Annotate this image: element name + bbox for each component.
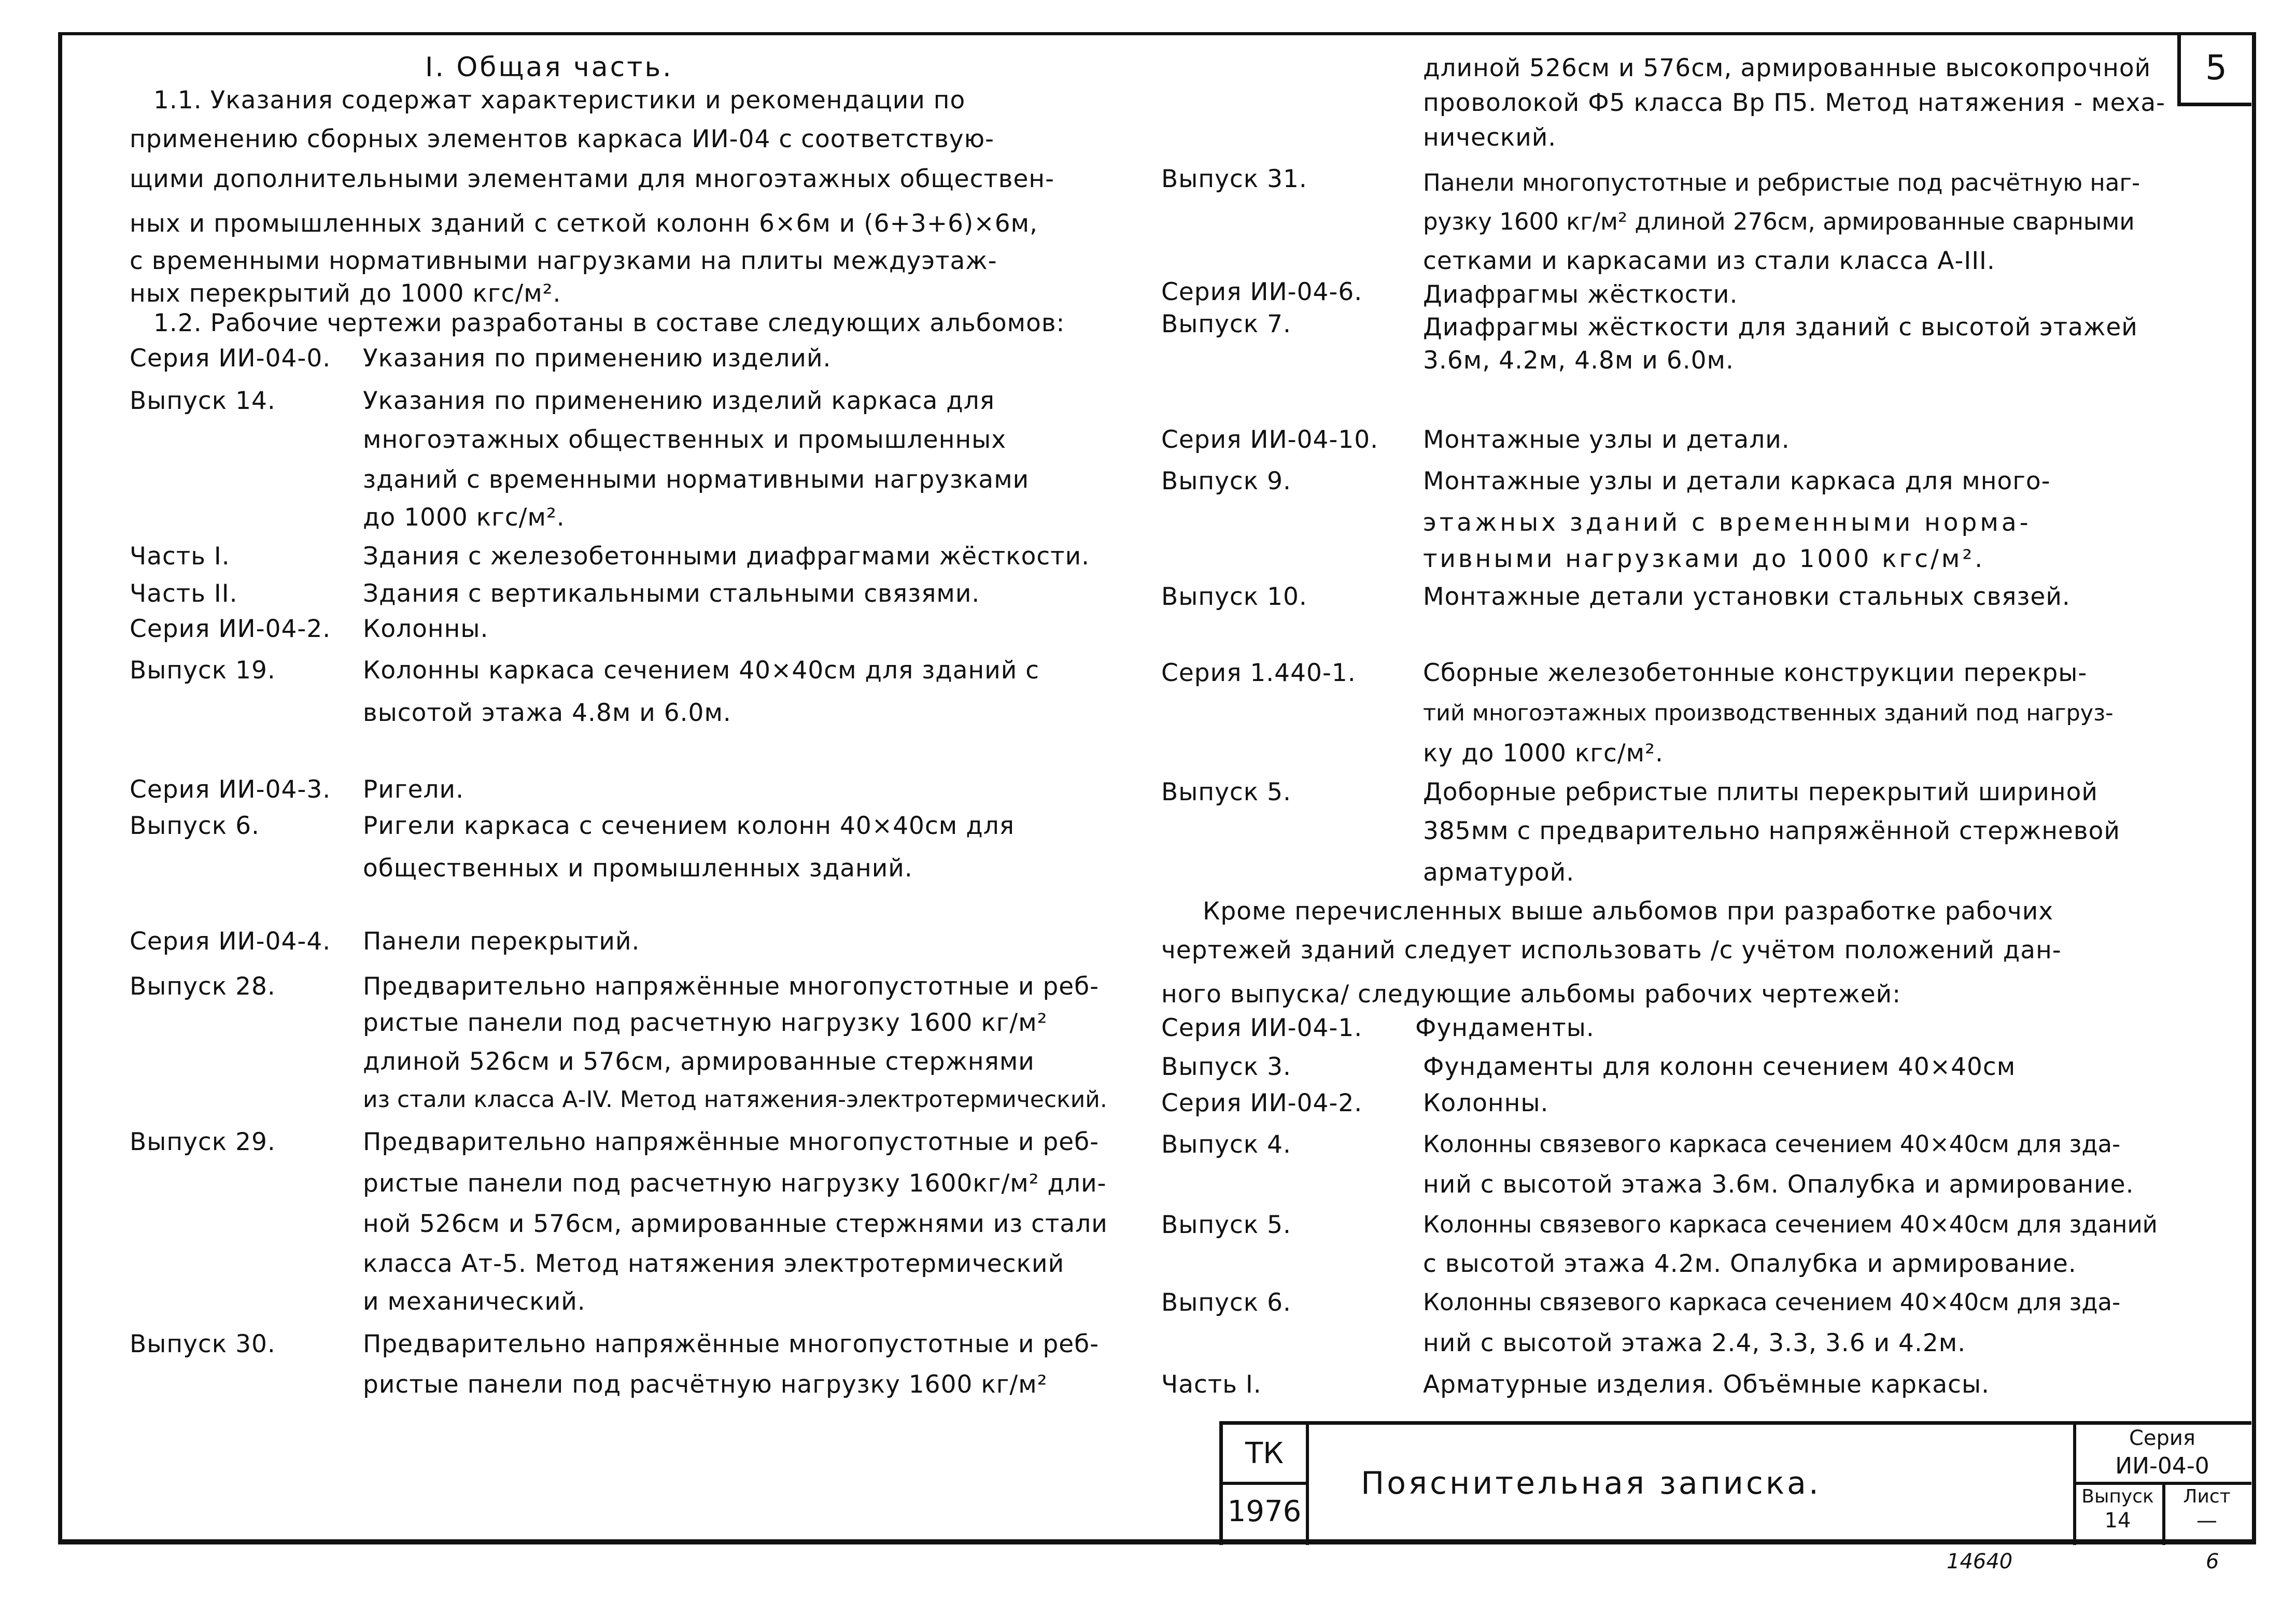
entry-line: Ригели каркаса с сечением колонн 40×40см для [363, 812, 1015, 840]
entry-line: Колонны связевого каркаса сечением 40×40см для зданий [1423, 1211, 2158, 1238]
entry-line: 3.6м, 4.2м, 4.8м и 6.0м. [1423, 346, 1734, 375]
entry-line: арматурой. [1423, 858, 1575, 887]
entry-line: ристые панели под расчетную нагрузку 1600кг/м² дли- [363, 1169, 1107, 1198]
sheet-label: Лист [2183, 1485, 2231, 1507]
entry-label: Серия ИИ-04-6. [1161, 278, 1363, 306]
entry-line: Панели перекрытий. [363, 927, 640, 956]
entry-label: Выпуск 19. [130, 656, 276, 685]
entry-line: Монтажные узлы и детали каркаса для много- [1423, 467, 2051, 495]
entry-line: Монтажные узлы и детали. [1423, 426, 1790, 454]
intro-line: с временными нормативными нагрузками на плиты междуэтаж- [130, 247, 997, 275]
entry-line: ристые панели под расчётную нагрузку 1600 кг/м² [363, 1370, 1048, 1399]
entry-line: Здания с железобетонными диафрагмами жёсткости. [363, 542, 1090, 571]
entry-label: Серия ИИ-04-3. [130, 775, 331, 804]
entry-line: Указания по применению изделий каркаса для [363, 387, 995, 415]
entry-label: Серия ИИ-04-10. [1161, 426, 1379, 454]
series-label: Серия [2129, 1426, 2195, 1450]
entry-line: рузку 1600 кг/м² длиной 276см, армированные сварными [1423, 208, 2135, 235]
entry-line: с высотой этажа 4.2м. Опалубка и армирование. [1423, 1250, 2077, 1278]
entry-label: Выпуск 6. [130, 812, 260, 840]
entry-label: Выпуск 31. [1161, 165, 1307, 193]
entry-line: из стали класса А-IV. Метод натяжения-электротермический. [363, 1086, 1107, 1113]
entry-line: Сборные железобетонные конструкции перекры- [1423, 659, 2088, 687]
archive-number: 14640 [1947, 1550, 2013, 1574]
sheet-number: 5 [2177, 32, 2251, 106]
entry-line: класса Ат-5. Метод натяжения электротермический [363, 1250, 1065, 1278]
intro-line: 1.1. Указания содержат характеристики и рекомендации по [153, 86, 966, 115]
entry-label: Часть I. [130, 542, 230, 571]
entry-line: общественных и промышленных зданий. [363, 854, 913, 883]
entry-label: Часть I. [1161, 1370, 1262, 1399]
entry-line: тивными нагрузками до 1000 кгс/м². [1423, 545, 1985, 573]
entry-line: многоэтажных общественных и промышленных [363, 426, 1007, 454]
paragraph-line: Кроме перечисленных выше альбомов при разработке рабочих [1203, 897, 2054, 926]
entry-label: Выпуск 6. [1161, 1288, 1291, 1317]
entry-line: ку до 1000 кгс/м². [1423, 739, 1664, 768]
entry-label: Выпуск 4. [1161, 1130, 1291, 1159]
entry-line: Фундаменты для колонн сечением 40×40см [1423, 1053, 2016, 1081]
entry-line: Колонны. [1423, 1089, 1549, 1117]
intro-line: ных и промышленных зданий с сеткой колонн 6×6м и (6+3+6)×6м, [130, 209, 1038, 238]
entry-label: Серия ИИ-04-4. [130, 927, 331, 956]
issue-value: 14 [2104, 1509, 2131, 1533]
entry-line: ристые панели под расчетную нагрузку 1600 кг/м² [363, 1009, 1048, 1037]
entry-label: Выпуск 29. [130, 1128, 276, 1156]
entry-label: Серия 1.440-1. [1161, 659, 1356, 687]
continuation-line: длиной 526см и 576см, армированные высокопрочной [1423, 54, 2151, 82]
entry-label: Серия ИИ-04-2. [130, 615, 331, 643]
entry-line: и механический. [363, 1287, 586, 1316]
entry-line: высотой этажа 4.8м и 6.0м. [363, 699, 731, 727]
entry-line: ной 526см и 576см, армированные стержнями из стали [363, 1210, 1108, 1238]
intro-line: щими дополнительными элементами для многоэтажных обществен- [130, 165, 1055, 193]
entry-line: Арматурные изделия. Объёмные каркасы. [1423, 1370, 1990, 1399]
entry-line: Предварительно напряжённые многопустотные и реб- [363, 1128, 1100, 1156]
entry-label: Часть II. [130, 579, 238, 608]
paragraph-line: ного выпуска/ следующие альбомы рабочих чертежей: [1161, 980, 1901, 1009]
entry-line: Панели многопустотные и ребристые под расчётную наг- [1423, 169, 2140, 196]
entry-line: Здания с вертикальными стальными связями. [363, 579, 980, 608]
entry-line: Колонны связевого каркаса сечением 40×40см для зда- [1423, 1130, 2121, 1158]
entry-label: Серия ИИ-04-0. [130, 344, 331, 373]
entry-line: Колонны. [363, 615, 489, 643]
title-block [1219, 1421, 2251, 1545]
entry-line: сетками и каркасами из стали класса А-III. [1423, 247, 1995, 275]
entry-label: Выпуск 9. [1161, 467, 1291, 495]
entry-label: Серия ИИ-04-1. [1161, 1014, 1363, 1042]
entry-line: Фундаменты. [1415, 1014, 1595, 1042]
intro-line: ных перекрытий до 1000 кгс/м². [130, 279, 561, 308]
entry-label: Выпуск 28. [130, 972, 276, 1001]
entry-line: Предварительно напряжённые многопустотные и реб- [363, 972, 1100, 1001]
intro-line: 1.2. Рабочие чертежи разработаны в составе следующих альбомов: [153, 309, 1065, 337]
year: 1976 [1227, 1495, 1302, 1528]
entry-line: 385мм с предварительно напряжённой стержневой [1423, 817, 2120, 845]
entry-label: Выпуск 7. [1161, 310, 1291, 338]
paragraph-line: чертежей зданий следует использовать /с учётом положений дан- [1161, 936, 2062, 965]
entry-label: Серия ИИ-04-2. [1161, 1089, 1363, 1117]
entry-line: ний с высотой этажа 2.4, 3.3, 3.6 и 4.2м. [1423, 1329, 1966, 1357]
continuation-line: проволокой Ф5 класса Вр П5. Метод натяжения - меха- [1423, 89, 2166, 117]
entry-line: тий многоэтажных производственных зданий под нагруз- [1423, 700, 2114, 726]
entry-label: Выпуск 3. [1161, 1053, 1291, 1081]
entry-line: длиной 526см и 576см, армированные стержнями [363, 1047, 1035, 1076]
entry-line: Диафрагмы жёсткости для зданий с высотой этажей [1423, 313, 2138, 342]
issue-label: Выпуск [2081, 1485, 2154, 1507]
entry-line: Предварительно напряжённые многопустотные и реб- [363, 1330, 1100, 1358]
intro-line: применению сборных элементов каркаса ИИ-04 с соответствую- [130, 125, 995, 153]
entry-line: Колонны связевого каркаса сечением 40×40см для зда- [1423, 1288, 2121, 1316]
entry-line: ний с высотой этажа 3.6м. Опалубка и армирование. [1423, 1170, 2134, 1199]
section-heading: I. Общая часть. [425, 52, 673, 83]
entry-label: Выпуск 10. [1161, 583, 1307, 611]
document-title: Пояснительная записка. [1361, 1465, 1821, 1501]
entry-line: зданий с временными нормативными нагрузками [363, 465, 1030, 494]
entry-line: до 1000 кгс/м². [363, 503, 565, 532]
entry-line: Колонны каркаса сечением 40×40см для зданий с [363, 656, 1040, 685]
entry-label: Выпуск 30. [130, 1330, 276, 1358]
entry-line: Доборные ребристые плиты перекрытий шириной [1423, 778, 2098, 806]
entry-line: этажных зданий с временными норма- [1423, 508, 2032, 537]
entry-line: Указания по применению изделий. [363, 344, 832, 373]
sheet-value: — [2196, 1509, 2217, 1533]
entry-line: Монтажные детали установки стальных связей. [1423, 583, 2070, 611]
entry-line: Ригели. [363, 775, 464, 804]
series-value: ИИ-04-0 [2115, 1452, 2209, 1479]
entry-label: Выпуск 5. [1161, 1211, 1291, 1239]
continuation-line: нический. [1423, 123, 1557, 152]
entry-label: Выпуск 5. [1161, 778, 1291, 806]
org-code: ТК [1245, 1436, 1284, 1470]
entry-line: Диафрагмы жёсткости. [1423, 280, 1738, 309]
entry-label: Выпуск 14. [130, 387, 276, 415]
page-number: 6 [2206, 1550, 2219, 1574]
